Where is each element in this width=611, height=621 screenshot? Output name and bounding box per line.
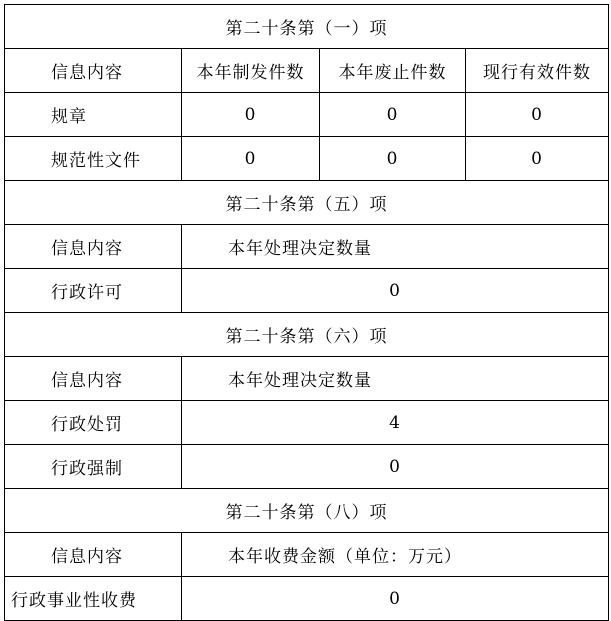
repealed-count-cell: 0	[320, 93, 466, 137]
section-title-row	[5, 313, 609, 357]
value-cell: 0	[182, 577, 609, 621]
section-title: 第二十条第（八）项	[5, 489, 609, 533]
table-row	[5, 93, 609, 137]
valid-count-cell: 0	[466, 137, 609, 181]
header-repealed-count: 本年废止件数	[320, 49, 466, 93]
table-row	[5, 269, 609, 313]
header-value-title: 本年处理决定数量	[182, 225, 609, 269]
section-title: 第二十条第（五）项	[5, 181, 609, 225]
section-title-row	[5, 181, 609, 225]
table-row	[5, 401, 609, 445]
section-header-row	[5, 49, 609, 93]
row-label: 行政处罚	[5, 401, 182, 445]
issued-count-cell: 0	[182, 93, 320, 137]
valid-count-cell: 0	[466, 93, 609, 137]
row-label: 规章	[5, 93, 182, 137]
value-cell: 4	[182, 401, 609, 445]
table-row	[5, 445, 609, 489]
row-label: 规范性文件	[5, 137, 182, 181]
section-title: 第二十条第（一）项	[5, 5, 609, 49]
header-value-title: 本年处理决定数量	[182, 357, 609, 401]
header-info-content: 信息内容	[5, 49, 182, 93]
header-value-title: 本年收费金额（单位：万元）	[182, 533, 609, 577]
header-issued-count: 本年制发件数	[182, 49, 320, 93]
row-label: 行政强制	[5, 445, 182, 489]
header-info-content: 信息内容	[5, 225, 182, 269]
header-info-content: 信息内容	[5, 357, 182, 401]
table-row	[5, 577, 609, 621]
row-label: 行政许可	[5, 269, 182, 313]
section-title-row	[5, 5, 609, 49]
repealed-count-cell: 0	[320, 137, 466, 181]
header-info-content: 信息内容	[5, 533, 182, 577]
header-valid-count: 现行有效件数	[466, 49, 609, 93]
section-header-row	[5, 533, 609, 577]
table-row	[5, 137, 609, 181]
section-title: 第二十条第（六）项	[5, 313, 609, 357]
section-header-row	[5, 225, 609, 269]
disclosure-table	[4, 4, 609, 621]
row-label: 行政事业性收费	[5, 577, 182, 621]
value-cell: 0	[182, 269, 609, 313]
value-cell: 0	[182, 445, 609, 489]
section-header-row	[5, 357, 609, 401]
section-title-row	[5, 489, 609, 533]
issued-count-cell: 0	[182, 137, 320, 181]
